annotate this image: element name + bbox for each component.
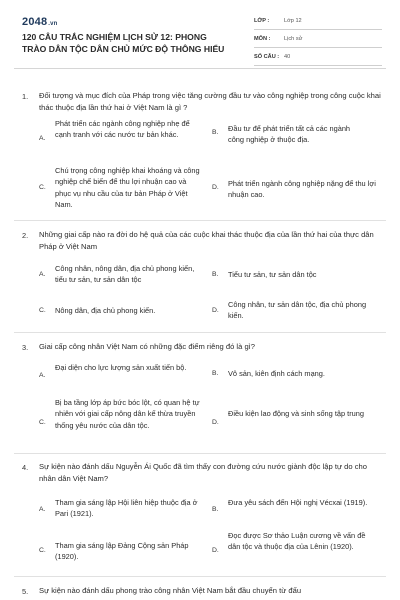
option-text[interactable]: Đại diện cho lực lượng sản xuất tiến bộ. [55,363,187,372]
question-number: 1. [22,92,29,101]
option-letter[interactable]: D. [212,184,219,191]
option-letter[interactable]: A. [39,271,46,278]
option-letter[interactable]: B. [212,271,219,278]
option-text[interactable]: Đầu tư để phát triển tất cả các ngành công nghiệp ở thuộc địa. [228,124,351,145]
question-number: 4. [22,463,29,472]
meta-value: Lớp 12 [284,18,302,24]
question-number: 5. [22,587,29,596]
option-letter[interactable]: B. [212,129,219,136]
question-text: Sự kiện nào đánh dấu Nguyễn Ái Quốc đã tìm thấy con đường cứu nước giành độc lập tự do cho nhân dân Việt Nam? [39,462,367,483]
question-text: Đối tượng và mục đích của Pháp trong việc tăng cường đầu tư vào công nghiệp trong công cuộc khai thác thuộc địa lần thứ hai ở Việt Nam là gì ? [39,91,381,112]
option-letter[interactable]: C. [39,419,46,426]
question-number: 2. [22,231,29,240]
option-text[interactable]: Đọc được Sơ thảo Luận cương về vấn đề dân tộc và thuộc địa của Lênin (1920). [228,531,366,552]
option-letter[interactable]: D. [212,307,219,314]
option-letter[interactable]: A. [39,135,46,142]
option-text[interactable]: Công nhân, nông dân, địa chủ phong kiến, tiểu tư sản, tư sản dân tộc [55,264,195,285]
option-text[interactable]: Phát triển ngành công nghiệp nặng để thu lợi nhuận cao. [228,179,376,200]
option-letter[interactable]: D. [212,547,219,554]
option-text[interactable]: Tham gia sáng lập Đảng Cộng sản Pháp (1920). [55,541,189,562]
question-text: Sự kiện nào đánh dấu phong trào công nhân Việt Nam bắt đầu chuyển từ đấu [39,586,302,595]
option-text[interactable]: Tiểu tư sản, tư sản dân tộc [228,270,317,279]
question-divider [14,576,386,577]
option-letter[interactable]: A. [39,372,46,379]
option-text[interactable]: Phát triển các ngành công nghiệp nhẹ để cạnh tranh với các nước tư bản khác. [55,119,190,140]
question-text: Giai cấp công nhân Việt Nam có những đặc điểm riêng đó là gì? [39,342,256,351]
option-text[interactable]: Nông dân, địa chủ phong kiến. [55,306,156,315]
option-letter[interactable]: C. [39,184,46,191]
option-text[interactable]: Tham gia sáng lập Hội liên hiệp thuộc địa ở Pari (1921). [55,498,198,519]
meta-value: Lịch sử [284,36,303,42]
document-title: 120 CÂU TRẮC NGHIỆM LỊCH SỬ 12: PHONG TRÀO DÂN TỘC DÂN CHỦ MỨC ĐỘ THÔNG HIỂU [22,32,225,54]
question-divider [14,453,386,454]
option-text[interactable]: Công nhân, tư sản dân tộc, địa chủ phong kiến. [228,300,367,321]
option-letter[interactable]: B. [212,370,219,377]
logo-main: 2048 [22,16,48,28]
question-divider [14,332,386,333]
meta-label: SỐ CÂU : [254,54,280,60]
meta-label: MÔN : [254,36,271,42]
option-letter[interactable]: D. [212,419,219,426]
meta-value: 40 [284,54,291,60]
question-text: Những giai cấp nào ra đời do hệ quả của các cuộc khai thác thuộc địa của lần thứ hai của thực dân Pháp ở Việt Nam [39,230,374,251]
option-letter[interactable]: C. [39,307,46,314]
option-letter[interactable]: C. [39,547,46,554]
meta-label: LỚP : [254,18,270,24]
option-letter[interactable]: A. [39,506,46,513]
question-number: 3. [22,343,29,352]
option-text[interactable]: Chú trọng công nghiệp khai khoáng và công nghiệp chế biến để thu lợi nhuận cao và phục vụ nhu cầu của tư bản Pháp ở Việt Nam. [55,166,200,210]
option-text[interactable]: Bị ba tầng lớp áp bức bóc lột, có quan hệ tự nhiên với giai cấp nông dân kế thừa truyền thống yêu nước của dân tộc. [55,398,200,430]
option-text[interactable]: Đưa yêu sách đến Hội nghị Vécxai (1919). [228,498,368,507]
question-divider [14,220,386,221]
option-text[interactable]: Điều kiện lao động và sinh sống tập trung [228,409,364,418]
logo-suffix: .vn [48,21,58,27]
option-text[interactable]: Vô sản, kiên định cách mạng. [228,369,325,378]
option-letter[interactable]: B. [212,506,219,513]
